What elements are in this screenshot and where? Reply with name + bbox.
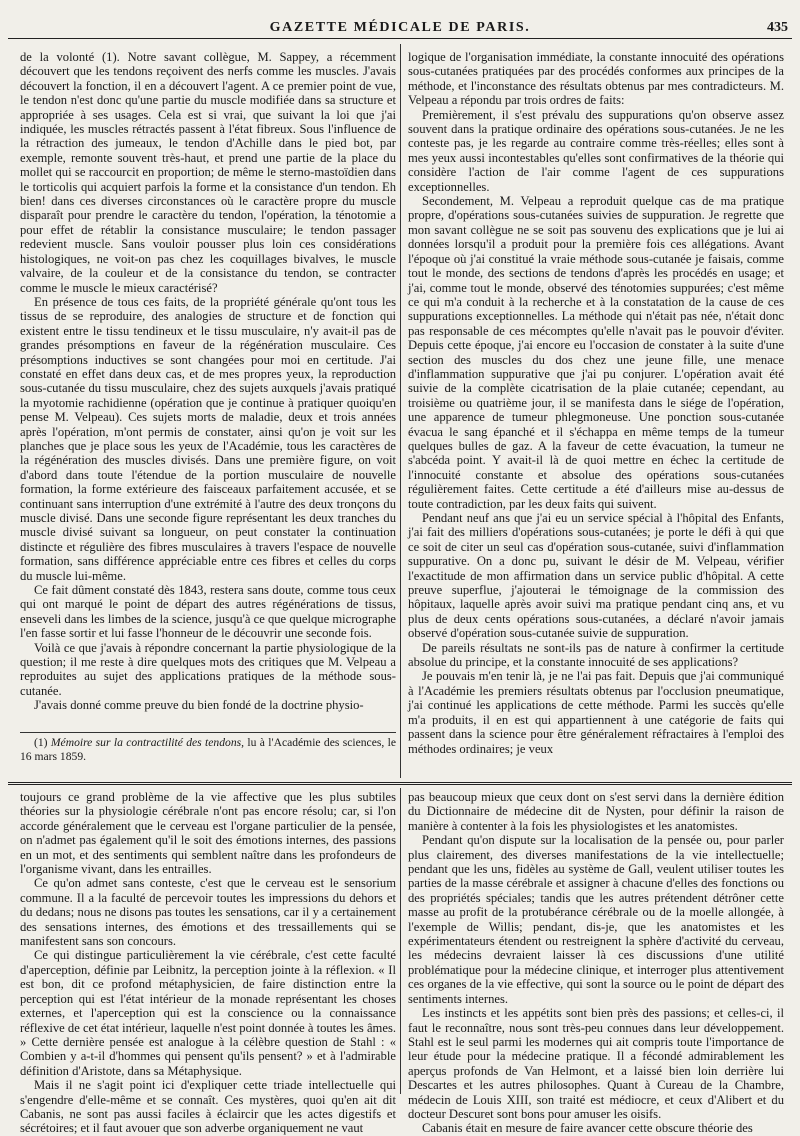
column-divider-top (400, 44, 401, 778)
paragraph: Voilà ce que j'avais à répondre concernant la partie physiologique de la question; il me reste à dire quelques mots des critiques que M. Velpeau a reproduites au sujet des applications pratiques de la méthode sous-cutanée. (20, 640, 396, 698)
footnote-marker: (1) (34, 736, 48, 749)
paragraph: toujours ce grand problème de la vie affective que les plus subtiles théories sur la physiologie cérébrale n'ont pas encore résolu; car, si l'on accorde généralement que le cerveau est l'organe particulier de la pensée, on n'admet pas également qu'il le soit des émotions internes, des passions en un mot, et des sentiments qui semblent naître dans les profondeurs de l'organisme vivant, dans les entrailles. (20, 790, 396, 877)
paragraph: Ce qui distingue particulièrement la vie cérébrale, c'est cette faculté d'aperception, définie par Leibnitz, la perception jointe à la réflexion. « Il est bon, dit ce profond métaphysicien, de faire distinction entre la perception qui est l'état intérieur de la monade représentant les choses externes, et l'aperception qui est la conscience ou la connaissance réflexive de cet état intérieur, laquelle n'est point donnée à toutes les âmes. » Cette dernière pensée est analogue à la célèbre question de Stahl : « Combien y a-t-il d'hommes qui pensent qu'ils pensent? » et à l'admirable définition d'Aristote, dans sa Métaphysique. (20, 948, 396, 1078)
paragraph: Cabanis était en mesure de faire avancer cette obscure théorie des (422, 1121, 753, 1136)
paragraph: Premièrement, il s'est prévalu des suppurations qu'on observe assez souvent dans la pratique ordinaire des opérations sous-cutanées. Je ne les conteste pas, je les regarde au contraire comme très-réelles; elles sont à mes yeux aussi incontestables qu'elles sont confirmatives de la théorie qui considère l'action de l'air comme l'agent de ces suppurations exceptionnelles. (408, 107, 784, 194)
footnote-rule (20, 732, 396, 733)
column-top-right (408, 50, 784, 776)
footnote (20, 736, 396, 776)
paragraph: Ce fait dûment constaté dès 1843, restera sans doute, comme tous ceux qui ont marqué le point de départ des autres régénérations de tissus, enseveli dans les limbes de la science, jusqu'à ce que quelque micrographe l'en fasse sortir et lui fasse l'honneur de le découvrir une seconde fois. (20, 583, 396, 641)
paragraph: Pendant qu'on dispute sur la localisation de la pensée ou, pour parler plus clairement, des diverses manifestations de la vie intellectuelle; pendant que les uns, fidèles au système de Gall, veulent utiliser toutes les parties de la masse cérébrale et assigner à chacune d'elles des fonctions ou des propriétés spéciales; tandis que les autres prétendent détrôner cette masse au profit de la protubérance cérébrale ou de la moelle allongée, à l'exemple de Willis; pendant, dis-je, que les anatomistes et les expérimentateurs étendent ou restreignent la sphère d'activité du cerveau, les médecins devraient laisser là ces discussions d'une utilité problématique pour la médecine clinique, et interroger plus attentivement ces organes de la vie effective, qui sont la source ou le point de départ des sentiments internes. (408, 833, 784, 1006)
running-title: GAZETTE MÉDICALE DE PARIS. (269, 20, 531, 35)
paragraph: J'avais donné comme preuve du bien fondé de la doctrine physio- (34, 698, 364, 713)
paragraph: Ce qu'on admet sans conteste, c'est que le cerveau est le sensorium commune. Il a la faculté de percevoir toutes les impressions du dehors et du dedans; nous ne disons pas toutes les sensations, car il y a certainement des sensations internes, des émotions et des tressaillements qui se manifestent sans son concours. (20, 876, 396, 949)
footnote-text: lu à l'Académie des sciences, le 16 mars 1859. (20, 736, 396, 763)
paragraph: Pendant neuf ans que j'ai eu un service spécial à l'hôpital des Enfants, j'ai fait des milliers d'opérations sous-cutanées; je porte le défi à qui que ce soit de citer un seul cas d'opération sous-cutanée, suivi d'inflammation suppurative. On a donc pu, suivant le désir de M. Velpeau, vérifier l'exactitude de mon affirmation dans un service public d'hôpital. A cette preuve superflue, j'ajouterai le témoignage de la commission des hôpitaux, laquelle après avoir suivi ma pratique pendant cinq ans, et vu plus de deux cents opérations sous-cutanées, a déclaré n'avoir jamais observé d'opération sous-cutanée suivie de suppuration. (408, 511, 784, 641)
column-bottom-right (408, 790, 784, 1136)
paragraph: En présence de tous ces faits, de la propriété générale qu'ont tous les tissus de se reproduire, des analogies de structure et de fonction qui existent entre le tissu tendineux et le tissu musculaire, n'y avait-il pas de grandes présomptions en faveur de la régénération musculaire. Ces présomptions inductives se sont changées pour moi en certitude. J'ai constaté en effet dans deux cas, et de mes propres yeux, la reproduction sous-cutanée du tissu musculaire, chez des sujets auxquels j'avais pratiqué la myotomie rachidienne (opération que je continue à pratiquer quoiqu'en pense M. Velpeau). Ces sujets morts de maladie, deux et trois années après l'opération, m'ont permis de constater, ainsi qu'on je voit sur les planches que je place sous les yeux de l'Académie, tous les caractères de la régénération des muscles divisés. Dans une première figure, on voit d'abord dans toute l'étendue de la portion musculaire de nouvelle formation, la forme extérieure des faisceaux parfaitement accusée, et se continuant sans interruption d'une extrémité à l'autre des deux tronçons du muscle divisé. Dans une seconde figure représentant les deux tranches du muscle divisé suivant sa longueur, on peut constater la continuation distincte et régulière des fibres musculaires à travers l'espace de nouvelle formation, sans différence appréciable entre ces fibres et celles du corps du muscle lui-même. (20, 294, 396, 583)
page-number: 435 (767, 20, 788, 35)
section-divider-double (8, 784, 792, 785)
paragraph: logique de l'organisation immédiate, la constante innocuité des opérations sous-cutanées pratiquées par des procédés conformes aux principes de la méthode, et l'inconstance des résultats obtenus par mes contradicteurs. M. Velpeau a répondu par trois ordres de faits: (408, 50, 784, 108)
paragraph: Les instincts et les appétits sont bien près des passions; et celles-ci, il faut le reconnaître, nous sont très-peu connues dans leur développement. Stahl est le seul parmi les modernes qui ait compris toute l'importance de leur étude pour la médecine pratique. Il a fécondé admirablement les aperçus profonds de Van Helmont, et a laissé bien loin derrière lui Descartes et les autres philosophes. Quant à Cureau de la Chambre, médecin de Louis XIII, son traité est médiocre, et ceux d'Alibert et du docteur Descuret sont bons pour amuser les oisifs. (408, 1006, 784, 1121)
paragraph: De pareils résultats ne sont-ils pas de nature à confirmer la certitude absolue du principe, et la constante innocuité de ses applications? (408, 640, 784, 670)
paragraph: Mais il ne s'agit point ici d'expliquer cette triade intellectuelle qui s'engendre d'elle-même et se connaît. Ces mystères, quoi qu'en ait dit Cabanis, ne sont pas aussi faciles à éclaircir que les actes digestifs et sécrétoires; et il faut avouer que son adverbe organiquement ne vaut (20, 1078, 396, 1136)
paragraph: Je pouvais m'en tenir là, je ne l'ai pas fait. Depuis que j'ai communiqué à l'Académie les premiers résultats obtenus par l'occlusion pneumatique, j'ai continué les applications de cette méthode. Parmi les succès qu'elle m'a produits, il en est qui appartiennent à une catégorie de faits qui passent dans la science pour être généralement réfractaires à l'emploi des méthodes ordinaires; je veux (408, 669, 784, 756)
column-divider-bottom (400, 788, 401, 1094)
header-rule (8, 38, 792, 39)
paragraph: de la volonté (1). Notre savant collègue, M. Sappey, a récemment découvert que les tendons reçoivent des nerfs comme les muscles. J'avais découvert la fonction, il en a découvert l'agent. A ce premier point de vue, le tendon n'est donc qu'une partie du muscle modifiée dans sa structure et appropriée à ses usages. Cela est si vrai, que suivant la loi que j'ai indiquée, les muscles rétractés passent à l'état fibreux. Sous l'influence de la rétraction des jumeaux, le tendon d'Achille dans le pied bot, par exemple, remonte souvent très-haut, et prend une partie de la place du mollet qui se raccourcit en proportion; de même le sterno-mastoïdien dans le torticolis qui acquiert parfois la forme et la consistance d'un tendon. Eh bien! dans ces diverses circonstances où le caractère propre du muscle disparaît pour prendre le caractère du tendon, l'opération, la ténotomie a pour effet de rétablir la consistance musculaire; le tendon passager redevient muscle. Sans vouloir pousser plus loin ces considérations histologiques, ne voit-on pas chez les coquillages bivalves, le muscle valvaire, de la couleur et de la consistance du tendon, se contracter comme le muscle le mieux caractérisé? (20, 50, 396, 295)
paragraph: pas beaucoup mieux que ceux dont on s'est servi dans la dernière édition du Dictionnaire de médecine dit de Nysten, pour définir la raison de manière à contenter à la fois les physiologistes et les anatomistes. (408, 790, 784, 833)
section-divider (8, 782, 792, 783)
column-top-left (20, 50, 396, 730)
footnote-title: Mémoire sur la contractilité des tendons, (50, 736, 245, 749)
column-bottom-left (20, 790, 396, 1136)
page-header (0, 14, 800, 38)
paragraph: Secondement, M. Velpeau a reproduit quelque cas de ma pratique propre, d'opérations sous-cutanées suivies de suppuration. Je regrette que mon savant collègue ne se soit pas souvenu des explications que je lui ai données lorsqu'il a produit pour la première fois ces allégations. Avant l'époque où j'ai constitué la vraie méthode sous-cutanée je faisais, comme tout le monde, des sections de tendons d'après les procédés en usage; et j'ai, comme tout le monde, observé des ténotomies suppurées; c'est même ce qui m'a conduit à la recherche et à la constatation de la cause de ces suppurations exceptionnelles. La méthode qui n'était pas née, n'était donc pas responsable de ces mécomptes qu'elle n'avait pas le pouvoir d'éviter. Depuis cette époque, j'ai encore eu l'occasion de constater à la suite d'une section des muscles du dos chez une jeune fille, une menace d'inflammation suppurative que j'ai pu conjurer. L'opération avait été suivie de la complète cicatrisation de la plaie cutanée; cependant, au troisième ou quatrième jour, il se manifesta dans le siége de l'opération, une apparence de tumeur phlegmoneuse. Une ponction sous-cutanée évacua le sang épanché et il s'échappa en même temps de la tumeur quelques bulles de gaz. A la faveur de cette évacuation, la tumeur ne s'abcéda point. Y avait-il là de quoi mettre en échec la certitude de l'innocuité constante et absolue des opérations sous-cutanées régulièrement faites. Cette certitude a été d'ailleurs mise au-dessus de toute contradiction, par les deux faits qui suivent. (408, 194, 784, 511)
